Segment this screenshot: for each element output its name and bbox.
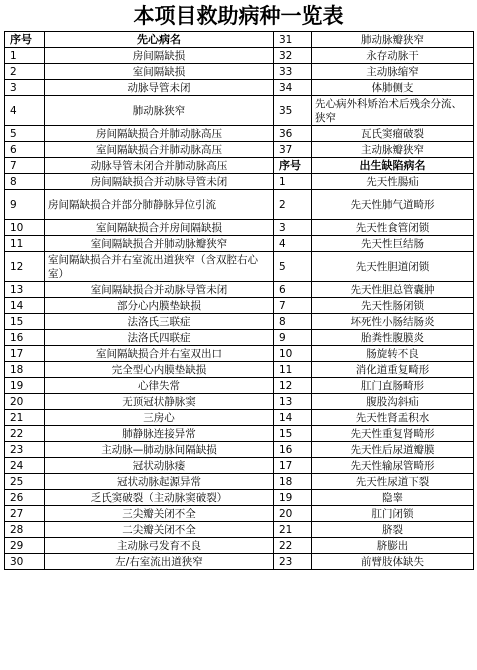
disease-table bbox=[4, 31, 474, 570]
left-disease-cell: 室间隔缺损合并肺动脉高压 bbox=[45, 142, 274, 158]
right-number-cell: 序号 bbox=[274, 158, 312, 174]
right-number-cell: 32 bbox=[274, 48, 312, 64]
left-disease-cell: 室间隔缺损合并右室双出口 bbox=[45, 346, 274, 362]
table-row bbox=[5, 96, 474, 126]
right-number-cell: 37 bbox=[274, 142, 312, 158]
left-number-cell: 5 bbox=[5, 126, 45, 142]
left-disease-cell: 左/右室流出道狭窄 bbox=[45, 554, 274, 570]
right-disease-cell: 主动脉缩窄 bbox=[312, 64, 474, 80]
left-number-cell: 29 bbox=[5, 538, 45, 554]
right-disease-cell: 隐睾 bbox=[312, 490, 474, 506]
right-number-cell: 2 bbox=[274, 190, 312, 220]
right-disease-cell: 肠旋转不良 bbox=[312, 346, 474, 362]
right-number-cell: 6 bbox=[274, 282, 312, 298]
left-number-cell: 7 bbox=[5, 158, 45, 174]
right-disease-cell: 先天性食管闭锁 bbox=[312, 220, 474, 236]
right-number-cell: 7 bbox=[274, 298, 312, 314]
left-disease-cell: 主动脉弓发育不良 bbox=[45, 538, 274, 554]
left-disease-cell: 室间隔缺损合并右室流出道狭窄（含双腔右心室） bbox=[45, 252, 274, 282]
right-number-cell: 1 bbox=[274, 174, 312, 190]
right-number-cell: 18 bbox=[274, 474, 312, 490]
left-number-cell: 23 bbox=[5, 442, 45, 458]
right-number-cell: 4 bbox=[274, 236, 312, 252]
right-number-cell: 16 bbox=[274, 442, 312, 458]
left-number-cell: 3 bbox=[5, 80, 45, 96]
right-number-cell: 36 bbox=[274, 126, 312, 142]
table-row bbox=[5, 236, 474, 252]
left-disease-cell: 二尖瓣关闭不全 bbox=[45, 522, 274, 538]
right-disease-cell: 脐裂 bbox=[312, 522, 474, 538]
right-disease-cell: 先天性后尿道瓣膜 bbox=[312, 442, 474, 458]
left-number-cell: 16 bbox=[5, 330, 45, 346]
left-disease-cell: 冠状动脉起源异常 bbox=[45, 474, 274, 490]
left-number-cell: 27 bbox=[5, 506, 45, 522]
left-number-cell: 17 bbox=[5, 346, 45, 362]
left-disease-cell: 三尖瓣关闭不全 bbox=[45, 506, 274, 522]
left-disease-cell: 室间隔缺损合并肺动脉瓣狭窄 bbox=[45, 236, 274, 252]
table-row bbox=[5, 458, 474, 474]
right-number-cell: 3 bbox=[274, 220, 312, 236]
right-disease-cell: 先天性输尿管畸形 bbox=[312, 458, 474, 474]
left-disease-cell: 乏氏窦破裂（主动脉窦破裂） bbox=[45, 490, 274, 506]
table-row bbox=[5, 362, 474, 378]
left-disease-cell: 室间隔缺损合并房间隔缺损 bbox=[45, 220, 274, 236]
left-disease-cell: 完全型心内膜垫缺损 bbox=[45, 362, 274, 378]
right-disease-cell: 胎粪性腹膜炎 bbox=[312, 330, 474, 346]
right-number-cell: 11 bbox=[274, 362, 312, 378]
left-number-cell: 4 bbox=[5, 96, 45, 126]
table-row bbox=[5, 522, 474, 538]
table-row bbox=[5, 394, 474, 410]
right-number-cell: 9 bbox=[274, 330, 312, 346]
left-number-cell: 24 bbox=[5, 458, 45, 474]
right-number-cell: 8 bbox=[274, 314, 312, 330]
right-disease-cell: 坏死性小肠结肠炎 bbox=[312, 314, 474, 330]
right-disease-cell: 消化道重复畸形 bbox=[312, 362, 474, 378]
table-row bbox=[5, 490, 474, 506]
left-number-cell: 9 bbox=[5, 190, 45, 220]
left-disease-cell: 主动脉—肺动脉间隔缺损 bbox=[45, 442, 274, 458]
right-number-cell: 33 bbox=[274, 64, 312, 80]
right-disease-cell: 脐膨出 bbox=[312, 538, 474, 554]
right-number-cell: 22 bbox=[274, 538, 312, 554]
table-row bbox=[5, 48, 474, 64]
right-disease-cell: 先天性肠闭锁 bbox=[312, 298, 474, 314]
right-disease-cell: 先天性巨结肠 bbox=[312, 236, 474, 252]
left-number-cell: 18 bbox=[5, 362, 45, 378]
right-number-cell: 15 bbox=[274, 426, 312, 442]
right-number-cell: 20 bbox=[274, 506, 312, 522]
right-disease-cell: 永存动脉干 bbox=[312, 48, 474, 64]
left-disease-cell: 部分心内膜垫缺损 bbox=[45, 298, 274, 314]
right-disease-cell: 先天性肾盂积水 bbox=[312, 410, 474, 426]
left-disease-cell: 房间隔缺损合并动脉导管未闭 bbox=[45, 174, 274, 190]
right-number-cell: 10 bbox=[274, 346, 312, 362]
left-disease-cell: 肺静脉连接异常 bbox=[45, 426, 274, 442]
right-disease-cell: 先天性肺气道畸形 bbox=[312, 190, 474, 220]
table-row bbox=[5, 158, 474, 174]
left-disease-cell: 房间隔缺损合并肺动脉高压 bbox=[45, 126, 274, 142]
left-disease-cell: 动脉导管未闭合并肺动脉高压 bbox=[45, 158, 274, 174]
table-row bbox=[5, 442, 474, 458]
right-disease-cell: 出生缺陷病名 bbox=[312, 158, 474, 174]
right-disease-cell: 先天性重复肾畸形 bbox=[312, 426, 474, 442]
table-row bbox=[5, 410, 474, 426]
right-disease-cell: 先天性胆总管囊肿 bbox=[312, 282, 474, 298]
right-disease-cell: 先天性胆道闭锁 bbox=[312, 252, 474, 282]
left-disease-cell: 法洛氏三联症 bbox=[45, 314, 274, 330]
right-disease-cell: 前臂肢体缺失 bbox=[312, 554, 474, 570]
left-disease-cell: 房间隔缺损合并部分肺静脉异位引流 bbox=[45, 190, 274, 220]
table-row bbox=[5, 314, 474, 330]
right-disease-cell: 体肺侧支 bbox=[312, 80, 474, 96]
right-number-cell: 21 bbox=[274, 522, 312, 538]
table-row bbox=[5, 474, 474, 490]
left-number-cell: 26 bbox=[5, 490, 45, 506]
left-number-cell: 8 bbox=[5, 174, 45, 190]
left-number-cell: 2 bbox=[5, 64, 45, 80]
left-disease-cell: 法洛氏四联症 bbox=[45, 330, 274, 346]
table-row bbox=[5, 378, 474, 394]
right-number-cell: 31 bbox=[274, 32, 312, 48]
table-row bbox=[5, 64, 474, 80]
right-disease-cell: 先心病外科矫治术后残余分流、狭窄 bbox=[312, 96, 474, 126]
table-row bbox=[5, 330, 474, 346]
table-row bbox=[5, 554, 474, 570]
table-row bbox=[5, 538, 474, 554]
right-disease-cell: 先天性尿道下裂 bbox=[312, 474, 474, 490]
right-number-cell: 14 bbox=[274, 410, 312, 426]
left-number-cell: 10 bbox=[5, 220, 45, 236]
table-row bbox=[5, 190, 474, 220]
left-disease-cell: 先心病名 bbox=[45, 32, 274, 48]
right-disease-cell: 肺动脉瓣狭窄 bbox=[312, 32, 474, 48]
table-row bbox=[5, 126, 474, 142]
table-row bbox=[5, 346, 474, 362]
right-number-cell: 19 bbox=[274, 490, 312, 506]
left-number-cell: 22 bbox=[5, 426, 45, 442]
table-row bbox=[5, 282, 474, 298]
left-disease-cell: 心律失常 bbox=[45, 378, 274, 394]
left-number-cell: 序号 bbox=[5, 32, 45, 48]
left-disease-cell: 三房心 bbox=[45, 410, 274, 426]
left-number-cell: 12 bbox=[5, 252, 45, 282]
right-disease-cell: 瓦氏窦瘤破裂 bbox=[312, 126, 474, 142]
left-number-cell: 6 bbox=[5, 142, 45, 158]
left-disease-cell: 室间隔缺损合并动脉导管未闭 bbox=[45, 282, 274, 298]
table-row bbox=[5, 80, 474, 96]
table-row bbox=[5, 426, 474, 442]
left-disease-cell: 冠状动脉瘘 bbox=[45, 458, 274, 474]
left-disease-cell: 室间隔缺损 bbox=[45, 64, 274, 80]
table-row bbox=[5, 220, 474, 236]
right-disease-cell: 腹股沟斜疝 bbox=[312, 394, 474, 410]
left-disease-cell: 肺动脉狭窄 bbox=[45, 96, 274, 126]
left-number-cell: 19 bbox=[5, 378, 45, 394]
left-number-cell: 15 bbox=[5, 314, 45, 330]
right-number-cell: 13 bbox=[274, 394, 312, 410]
left-number-cell: 11 bbox=[5, 236, 45, 252]
left-number-cell: 28 bbox=[5, 522, 45, 538]
page-title: 本项目救助病种一览表 bbox=[133, 3, 344, 28]
table-row bbox=[5, 32, 474, 48]
right-number-cell: 5 bbox=[274, 252, 312, 282]
right-number-cell: 12 bbox=[274, 378, 312, 394]
left-number-cell: 1 bbox=[5, 48, 45, 64]
left-number-cell: 20 bbox=[5, 394, 45, 410]
left-disease-cell: 无顶冠状静脉窦 bbox=[45, 394, 274, 410]
right-disease-cell: 主动脉瓣狭窄 bbox=[312, 142, 474, 158]
right-number-cell: 17 bbox=[274, 458, 312, 474]
table-row bbox=[5, 252, 474, 282]
right-number-cell: 34 bbox=[274, 80, 312, 96]
right-number-cell: 35 bbox=[274, 96, 312, 126]
left-number-cell: 14 bbox=[5, 298, 45, 314]
table-row bbox=[5, 142, 474, 158]
right-disease-cell: 肛门闭锁 bbox=[312, 506, 474, 522]
right-disease-cell: 先天性腸疝 bbox=[312, 174, 474, 190]
table-row bbox=[5, 506, 474, 522]
table-row bbox=[5, 298, 474, 314]
table-row bbox=[5, 174, 474, 190]
right-disease-cell: 肛门直肠畸形 bbox=[312, 378, 474, 394]
left-number-cell: 21 bbox=[5, 410, 45, 426]
left-number-cell: 25 bbox=[5, 474, 45, 490]
right-number-cell: 23 bbox=[274, 554, 312, 570]
left-disease-cell: 房间隔缺损 bbox=[45, 48, 274, 64]
left-number-cell: 13 bbox=[5, 282, 45, 298]
left-disease-cell: 动脉导管未闭 bbox=[45, 80, 274, 96]
left-number-cell: 30 bbox=[5, 554, 45, 570]
